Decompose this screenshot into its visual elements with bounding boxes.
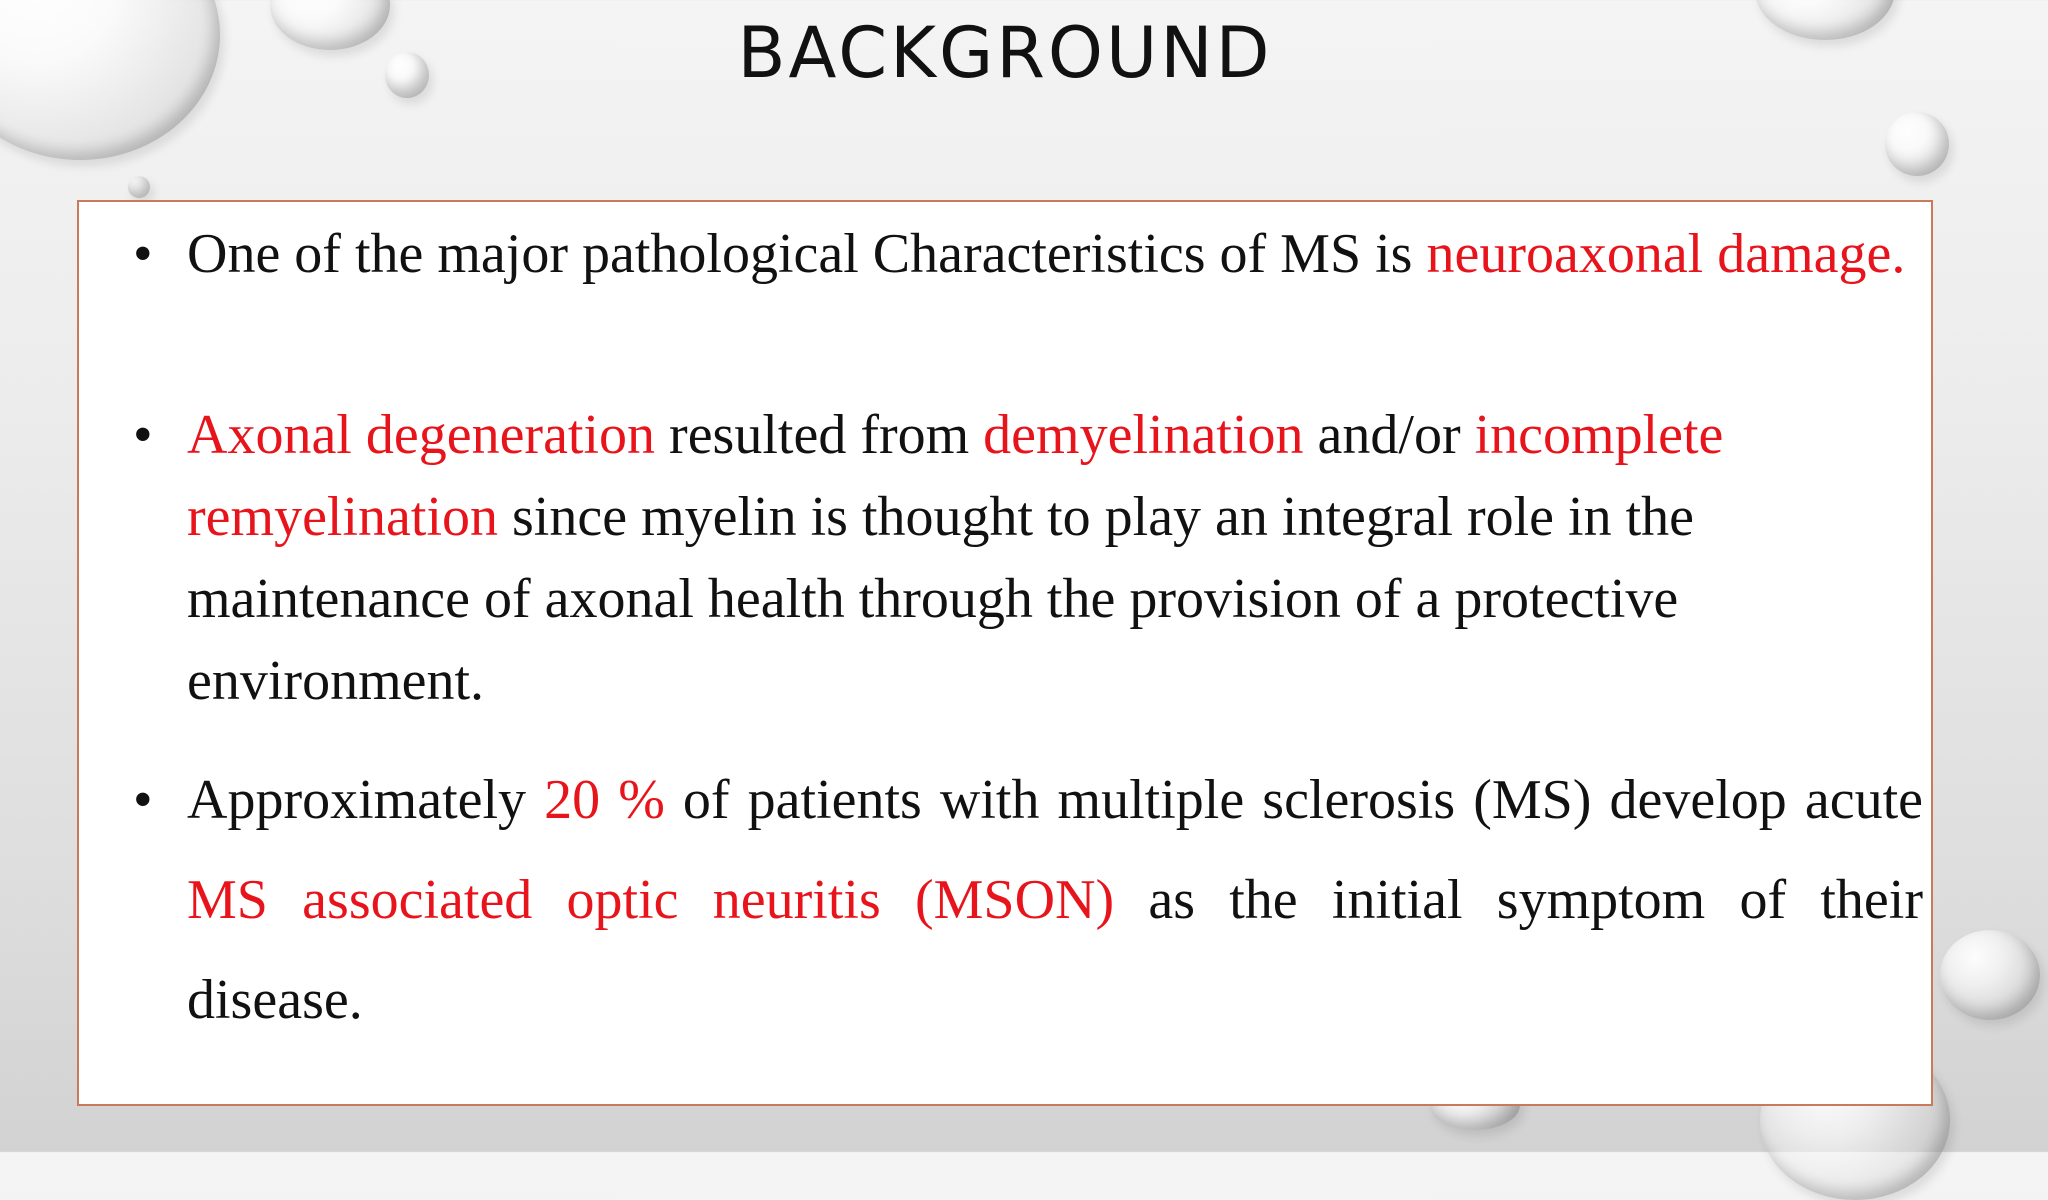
water-drop-decoration	[1885, 112, 1949, 176]
bullet-text-highlight: incomplete remyelination	[187, 404, 1724, 548]
bullet-text-segment: Approximately	[187, 769, 545, 831]
bullet-text-segment: since myelin is thought to play an integral role in the maintenance of axonal health through the provision of a protective environment.	[187, 486, 1694, 712]
bullet-dot: •	[133, 404, 153, 466]
bullet-item-axonal-degeneration	[133, 394, 1923, 722]
bullet-text-segment: as the initial symptom of their disease.	[187, 869, 1923, 1031]
bullet-text-highlight: demyelination	[983, 404, 1304, 466]
bullet-text-highlight: neuroaxonal damage.	[1426, 223, 1906, 285]
bullet-text-highlight: Axonal degeneration	[187, 404, 656, 466]
bullet-text	[187, 394, 1923, 722]
bullet-dot: •	[133, 769, 153, 831]
bullet-text-highlight: MS associated optic neuritis (MSON)	[187, 869, 1115, 931]
bullet-item-neuroaxonal-damage	[133, 214, 1923, 294]
slide-title: BACKGROUND	[737, 12, 1273, 94]
bullet-text-segment: One of the major pathological Characteristics of MS is	[187, 223, 1427, 285]
bullet-text	[187, 750, 1923, 1050]
bullet-text-highlight: 20 %	[544, 769, 665, 831]
bullet-item-optic-neuritis	[133, 750, 1923, 1050]
bullet-text-segment: and/or	[1303, 404, 1475, 466]
bullet-dot: •	[133, 223, 153, 285]
bullet-text-segment: resulted from	[655, 404, 984, 466]
content-box	[77, 200, 1933, 1106]
bullet-text-segment: of patients with multiple sclerosis (MS) develop acute	[664, 769, 1923, 831]
water-drop-decoration	[128, 176, 150, 198]
bullet-text	[187, 214, 1923, 294]
water-drop-decoration	[1940, 930, 2040, 1020]
